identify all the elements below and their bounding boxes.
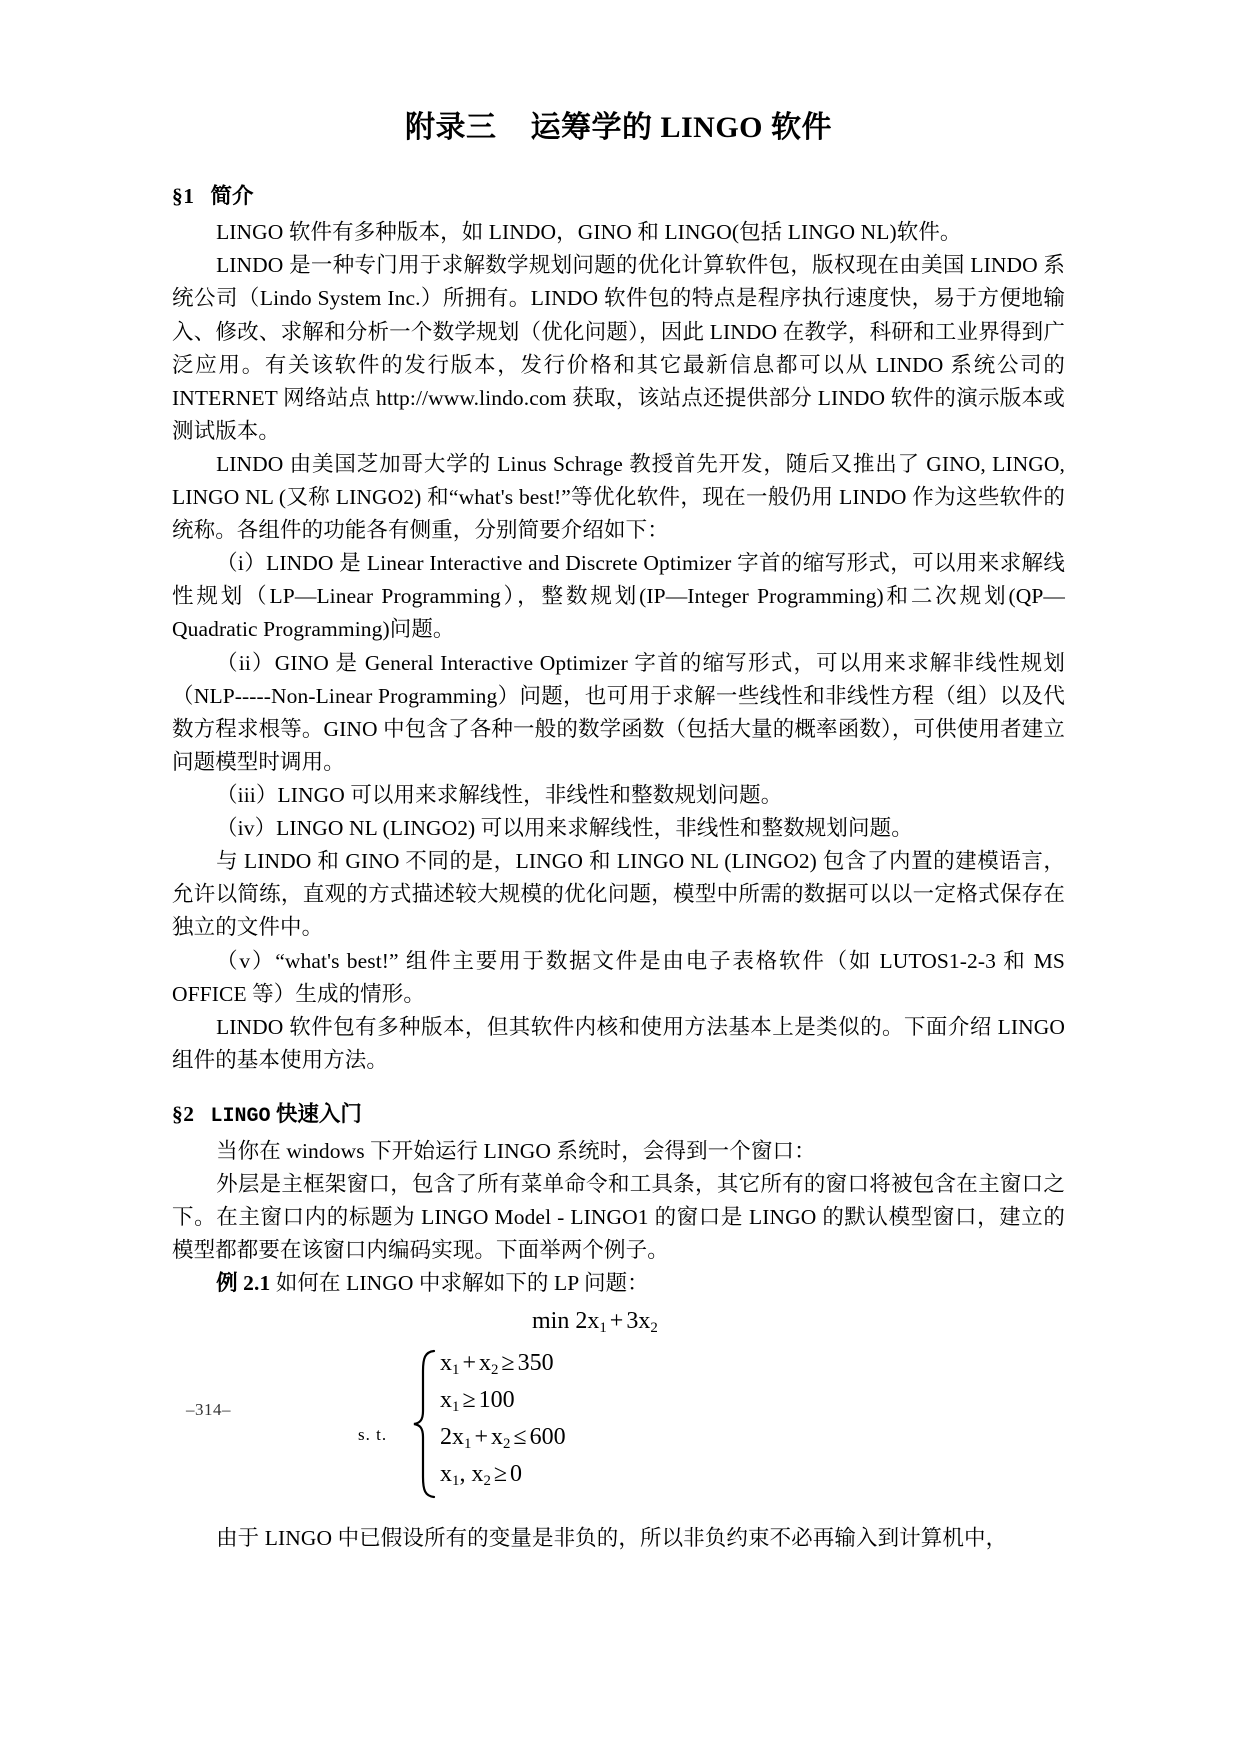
constraint-row: $2x_1 + x_2 \le 600$ — [440, 1423, 566, 1452]
title-main: 运筹学的 — [530, 111, 661, 144]
constraint-row: $x_1 \ge 100$ — [440, 1386, 515, 1415]
objective-operator: + — [609, 1307, 624, 1334]
section-2-title-mono: LINGO — [210, 1105, 271, 1129]
example-text: 如何在 LINGO 中求解如下的 LP 问题： — [275, 1271, 649, 1296]
objective-function — [532, 1307, 658, 1336]
section-2-number: §2 — [172, 1102, 195, 1127]
paragraph-item-v: （v）“what's best!” 组件主要用于数据文件是由电子表格软件（如 LUTOS1-2-3 和 MS OFFICE 等）生成的情形。 — [172, 948, 1065, 1006]
page-content — [172, 90, 1065, 1555]
page-number: –314– — [186, 1400, 231, 1419]
paragraph: 当你在 windows 下开始运行 LINGO 系统时，会得到一个窗口： — [216, 1139, 816, 1164]
objective-term-2: $3x_2$ — [626, 1307, 658, 1336]
section-1-number: §1 — [172, 184, 195, 208]
subject-to-label: s. t. — [358, 1424, 388, 1444]
paragraph: LINDO 由美国芝加哥大学的 Linus Schrage 教授首先开发，随后又推出了 GINO, LINGO, LINGO NL (又称 LINGO2) 和“what's best!”等优化软件，现在一般仍用 LINDO 作为这些软件的统称。各组件的功能各有侧重，分别简要介绍如下： — [172, 451, 1065, 543]
closing-paragraph: 由于 LINGO 中已假设所有的变量是非负的，所以非负约束不必再输入到计算机中， — [216, 1525, 1008, 1550]
paragraph-item-iii: （iii）LINGO 可以用来求解线性，非线性和整数规划问题。 — [216, 783, 783, 808]
constraint-list — [440, 1349, 566, 1497]
title-suffix: 软件 — [763, 111, 833, 144]
title-prefix: 附录三 — [404, 111, 497, 144]
section-1-heading — [172, 181, 1065, 212]
paragraph: LINGO 软件有多种版本，如 LINDO，GINO 和 LINGO(包括 LINGO NL)软件。 — [216, 220, 962, 245]
paragraph: 与 LINDO 和 GINO 不同的是，LINGO 和 LINGO NL (LINGO2) 包含了内置的建模语言，允许以简练，直观的方式描述较大规模的优化问题，模型中所需的数据可以以一定格式保存在独立的文件中。 — [172, 849, 1065, 940]
constraint-row: $x_1 + x_2 \ge 350$ — [440, 1349, 554, 1378]
constraint-row: $x_1$, $x_2 \ge 0$ — [440, 1460, 523, 1489]
lp-problem-formula — [172, 1307, 1065, 1512]
example-label: 例 2.1 — [216, 1271, 271, 1296]
section-2-title-cn: 快速入门 — [270, 1102, 362, 1127]
paragraph-item-ii: （ii）GINO 是 General Interactive Optimizer 字首的缩写形式，可以用来求解非线性规划（NLP-----Non-Linear Programming）问题，也可用于求解一些线性和非线性方程（组）以及代数方程求根等。GINO 中包含了各种一般的数学函数（包括大量的概率函数），可供使用者建立问题模型时调用。 — [172, 650, 1065, 774]
section-2-heading — [172, 1099, 1065, 1131]
example-paragraph — [172, 1267, 1065, 1300]
title-latin: LINGO — [660, 111, 764, 144]
left-brace-icon — [412, 1349, 438, 1499]
paragraph-item-iv: （iv）LINGO NL (LINGO2) 可以用来求解线性，非线性和整数规划问题。 — [216, 816, 913, 841]
paragraph: LINDO 软件包有多种版本，但其软件内核和使用方法基本上是类似的。下面介绍 LINGO 组件的基本使用方法。 — [172, 1014, 1065, 1072]
page-title — [172, 108, 1065, 147]
paragraph-item-i: （i）LINDO 是 Linear Interactive and Discrete Optimizer 字首的缩写形式，可以用来求解线性规划（LP—Linear Programming），整数规划(IP—Integer Programming)和二次规划(QP—Quadratic Programming)问题。 — [172, 551, 1065, 642]
paragraph: 外层是主框架窗口，包含了所有菜单命令和工具条，其它所有的窗口将被包含在主窗口之下。在主窗口内的标题为 LINGO Model - LINGO1 的窗口是 LINGO 的默认模型窗口，建立的模型都都要在该窗口内编码实现。下面举两个例子。 — [172, 1172, 1065, 1263]
paragraph: LINDO 是一种专门用于求解数学规划问题的优化计算软件包，版权现在由美国 LINDO 系统公司（Lindo System Inc.）所拥有。LINDO 软件包的特点是程序执行速度快，易于方便地输入、修改、求解和分析一个数学规划（优化问题），因此 LINDO 在教学，科研和工业界得到广泛应用。有关该软件的发行版本，发行价格和其它最新信息都可以从 LINDO 系统公司的 INTERNET 网络站点 http://www.lindo.com 获取，该站点还提供部分 LINDO 软件的演示版本或测试版本。 — [172, 253, 1065, 443]
section-1-title: 简介 — [210, 184, 254, 208]
objective-keyword: min — [532, 1307, 570, 1334]
objective-term-1: $2x_1$ — [575, 1307, 607, 1336]
